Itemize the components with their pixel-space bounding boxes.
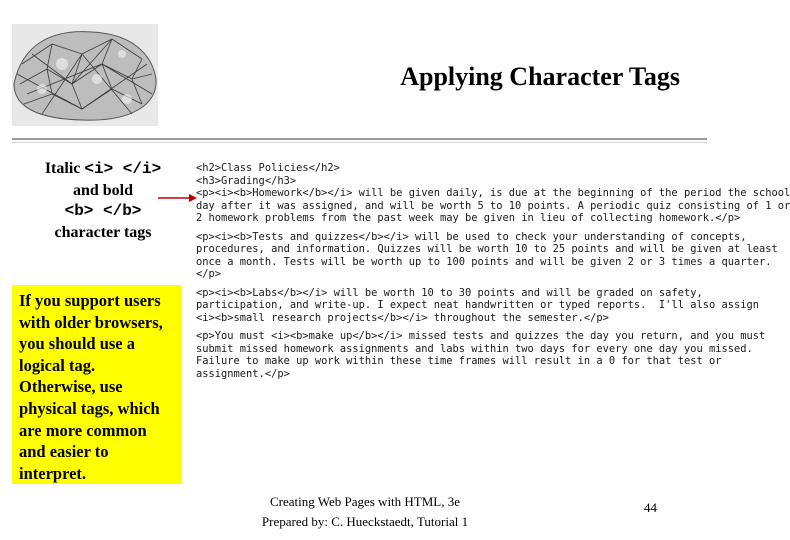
logo-image <box>12 24 158 126</box>
code-line: day after it was assigned, and will be worth 5 to 10 points. A periodic quiz consisting of 1 or <box>196 199 790 212</box>
slide-title: Applying Character Tags <box>400 62 680 91</box>
code-line: <p><i><b>Labs</b></i> will be worth 10 to 30 points and will be graded on safety, <box>196 286 703 299</box>
caption-italic-tags: <i> </i> <box>84 160 162 178</box>
caption-line-4: character tags <box>54 224 152 241</box>
caption-text <box>28 158 178 243</box>
page-number: 44 <box>644 500 657 515</box>
code-line: submit missed homework assignments and labs within two days for every one day you missed. <box>196 342 753 355</box>
code-line: <h3>Grading</h3> <box>196 174 297 187</box>
code-line: once a month. Tests will be worth up to 100 points and will be given 2 or 3 times a quarter. <box>196 255 772 268</box>
caption-line-1 <box>28 158 178 180</box>
code-line: participation, and write-up. I expect neat handwritten or typed reports. I'll also assign <box>196 299 760 311</box>
code-line: 2 homework problems from the past week may be given in lieu of collecting homework.</p> <box>196 212 741 224</box>
code-line: </p> <box>196 268 222 280</box>
code-line: <h2>Class Policies</h2> <box>196 162 340 174</box>
code-listing <box>196 162 790 380</box>
code-line: <p>You must <i><b>make up</b></i> missed tests and quizzes the day you return, and you must <box>196 330 766 342</box>
caption-bold-tags: <b> </b> <box>64 202 142 220</box>
code-line: <p><i><b>Homework</b></i> will be given daily, is due at the beginning of the period the school <box>196 187 790 199</box>
caption-line-2: and bold <box>72 182 134 199</box>
footer-line-1: Creating Web Pages with HTML, 3e <box>269 494 461 509</box>
code-line: assignment.</p> <box>196 367 290 380</box>
code-line: <p><i><b>Tests and quizzes</b></i> will be used to check your understanding of concepts, <box>196 230 747 243</box>
code-line: procedures, and information. Quizzes will be worth 10 to 25 points and will be given at least <box>196 243 778 255</box>
note-box: If you support users with older browsers, you should use a logical tag. Otherwise, use physical tags, which are more common and easier to interpret. <box>12 285 182 484</box>
code-line: Failure to make up work within these time frames will result in a 0 for that test or <box>196 355 722 367</box>
title-divider <box>12 138 707 140</box>
arrow-icon <box>158 191 198 205</box>
footer-line-2: Prepared by: C. Hueckstaedt, Tutorial 1 <box>261 514 469 529</box>
code-line: <i><b>small research projects</b></i> throughout the semester.</p> <box>196 311 609 324</box>
footer <box>235 492 495 532</box>
title-divider-shadow <box>12 142 707 143</box>
caption-italic-label: Italic <box>44 160 85 177</box>
